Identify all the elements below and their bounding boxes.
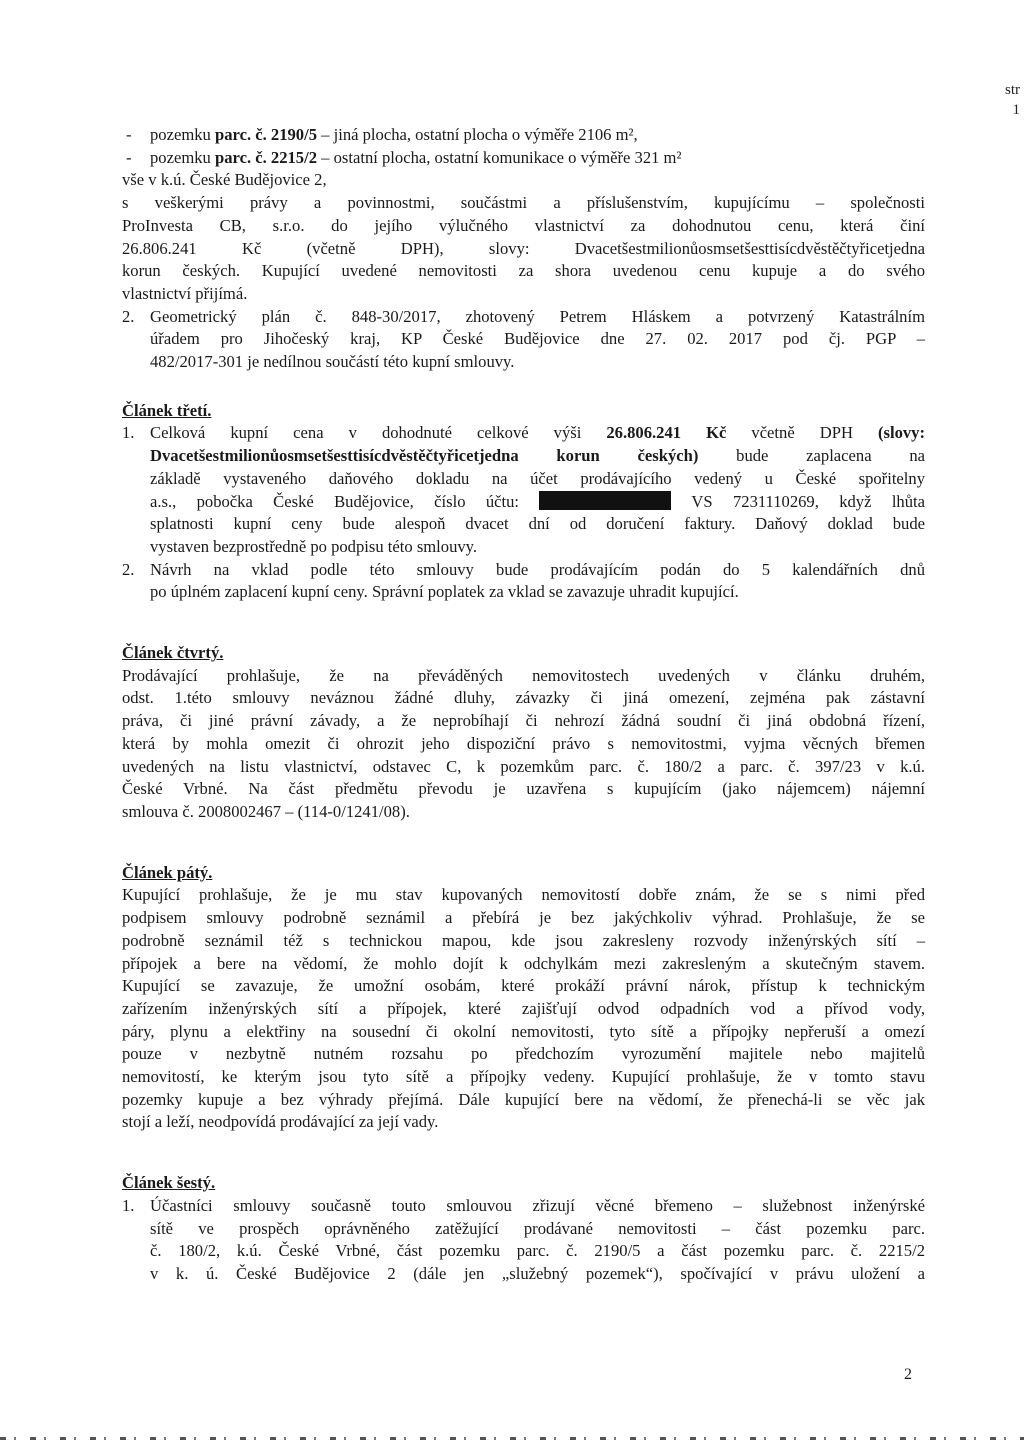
article6-p1-line: č. 180/2, k.ú. České Vrbné, část pozemku parc. č. 2190/5 a část pozemku parc. č. 2215/2: [150, 1241, 925, 1261]
paragraph-number: 1.: [122, 1195, 135, 1215]
article3-p1-line: [122, 422, 925, 445]
corner-mark-a: str: [1005, 82, 1020, 98]
price-in-words: Dvacetšestmilionůosmsetšesttisícdvěstěčtyřicetjedna korun českých): [150, 446, 699, 466]
text-run: Celková kupní cena v dohodnuté celkové výši: [150, 423, 607, 443]
scan-edge-artifact: [0, 1437, 1024, 1440]
article5-line: páry, plynu a elektřiny na sousední či okolní nemovitosti, tyto sítě a přípojky nepřeruší a omezí: [122, 1021, 925, 1041]
article2-p2-line: [122, 306, 925, 329]
article5-line: pozemky kupuje a bez výhrady přejímá. Dále kupující bere na vědomí, že přenechá-li se věc jak: [122, 1089, 925, 1109]
article6-p1-line: v k. ú. České Budějovice 2 (dále jen „služebný pozemek“), spočívající v právu uložení a: [150, 1263, 925, 1283]
article6-heading: Článek šestý.: [122, 1173, 216, 1193]
article5-line: podpisem smlouvy podrobně seznámil a přebírá je bez jakýchkoliv výhrad. Prohlašuje, že se: [122, 908, 925, 928]
article2-p1-line: 26.806.241 Kč (včetně DPH), slovy: Dvacetšestmilionůosmsetšesttisícdvěstěčtyřicetjedna: [122, 238, 925, 258]
article4-line: odst. 1.této smlouvy neváznou žádné dluhy, závazky či jiná omezení, zejména pak zástavní: [122, 688, 925, 708]
parcel-item-1: [122, 124, 925, 147]
article4-line: České Vrbné. Na část předmětu převodu je uzavřena s kupujícím (jako nájemcem) nájemní: [122, 779, 925, 799]
paragraph-number: 2.: [122, 559, 135, 579]
article5-line: Kupující se zavazuje, že umožní osobám, které prokáží právní nárok, přístup k technickým: [122, 976, 925, 996]
parcel-description: – jiná plocha, ostatní plocha o výměře 2106 m²,: [321, 125, 638, 144]
article2-p1-line: vše v k.ú. České Budějovice 2,: [122, 170, 327, 190]
article3-p1-line: základě vystaveného daňového dokladu na účet prodávajícího vedený u České spořitelny: [150, 468, 925, 488]
text-run: bude zaplacena na: [698, 446, 925, 466]
article4-line: smlouva č. 2008002467 – (114-0/1241/08).: [122, 801, 410, 821]
contract-body: [122, 124, 925, 1286]
parcel-prefix: pozemku: [150, 125, 211, 144]
text-run: (slovy:: [877, 423, 925, 443]
article4-line: Prodávající prohlašuje, že na převáděných nemovitostech uvedených v článku druhém,: [122, 665, 925, 685]
article3-p2-text: Návrh na vklad podle této smlouvy bude prodávajícím podán do 5 kalendářních dnů: [150, 559, 925, 579]
corner-handwritten-mark: [1005, 80, 1020, 120]
bullet-dash: -: [126, 147, 132, 167]
article5-line: nemovitostí, ke kterým jsou tyto sítě a přípojky vedeny. Kupující prohlašuje, že v tomto stavu: [122, 1067, 925, 1087]
article2-p1-line: korun českých. Kupující uvedené nemovitosti za shora uvedenou cenu kupuje a do svého: [122, 261, 925, 281]
article2-p2-text: Geometrický plán č. 848-30/2017, zhotovený Petrem Hláskem a potvrzený Katastrálním: [150, 306, 925, 326]
article5-line: přípojek a bere na vědomí, že mohlo dojít k odchylkám mezi zakresleným a skutečným stavem.: [122, 953, 925, 973]
article3-p1-line: [122, 445, 925, 468]
article3-p1-line: splatnosti kupní ceny bude alespoň dvacet dní od doručení faktury. Daňový doklad bude: [150, 514, 925, 534]
article2-p2-line: úřadem pro Jihočeský kraj, KP České Budějovice dne 27. 02. 2017 pod čj. PGP –: [150, 329, 925, 349]
redacted-account-number: [539, 491, 671, 510]
article2-p2-line: 482/2017-301 je nedílnou součástí této kupní smlouvy.: [150, 352, 515, 372]
article5-line: zařízením inženýrských sítí a přípojek, které zajišťují odvod odpadních vod a přívod vody,: [122, 998, 925, 1018]
article4-line: práva, či jiné právní závady, a že neprobíhají či nehrozí žádná soudní či jiná obdobná řízení,: [122, 711, 925, 731]
article6-p1-line: sítě ve prospěch oprávněného zatěžující prodávané nemovitosti – část pozemku parc.: [150, 1218, 925, 1238]
article3-p1-line: [122, 491, 925, 514]
parcel-number: parc. č. 2215/2: [214, 147, 317, 167]
article4-line: která by mohla omezit či ohrozit jeho dispoziční právo s nemovitostmi, vyjma věcných břemen: [122, 733, 925, 753]
parcel-description: – ostatní plocha, ostatní komunikace o výměře 321 m²: [321, 147, 682, 167]
article3-p2-line: [122, 559, 925, 582]
article4-line: uvedených na listu vlastnictví, odstavec C, k pozemkům parc. č. 180/2 a parc. č. 397/23 v k.ú.: [122, 756, 925, 776]
article3-p1-text: [150, 422, 925, 445]
paragraph-number: 1.: [122, 423, 135, 443]
article2-p1-line: ProInvesta CB, s.r.o. do jejího výlučného vlastnictví za dohodnutou cenu, která činí: [122, 215, 925, 235]
page-number: 2: [904, 1366, 912, 1383]
article6-p1-line: [122, 1195, 925, 1218]
article5-line: pouze v nezbytně nutném rozsahu po předchozím vyrozumění majitele nebo majitelů: [122, 1044, 925, 1064]
article5-heading: Článek pátý.: [122, 862, 213, 882]
article6-p1-text: Účastníci smlouvy současně touto smlouvou zřizují věcné břemeno – služebnost inženýrské: [150, 1195, 925, 1215]
bullet-dash: -: [126, 125, 132, 144]
parcel-prefix: pozemku: [150, 147, 211, 167]
article5-line: podrobně seznámil též s technickou mapou, kde jsou zakresleny rozvody inženýrských sítí –: [122, 930, 925, 950]
text-run: VS 7231110269, když lhůta: [671, 491, 926, 511]
article3-p2-line: po úplném zaplacení kupní ceny. Správní poplatek za vklad se zavazuje uhradit kupující.: [150, 582, 739, 602]
text-run: včetně DPH: [726, 423, 878, 443]
text-run: a.s., pobočka České Budějovice, číslo účtu:: [150, 491, 540, 511]
article2-p1-line: s veškerými právy a povinnostmi, součástmi a příslušenstvím, kupujícímu – společnosti: [122, 193, 925, 213]
article3-heading: Článek třetí.: [122, 400, 212, 420]
parcel-item-2: [122, 147, 925, 170]
parcel-number: parc. č. 2190/5: [214, 125, 317, 144]
article2-p1-line: vlastnictví přijímá.: [122, 283, 248, 303]
article4-heading: Článek čtvrtý.: [122, 643, 224, 663]
article3-p1-line: vystaven bezprostředně po podpisu této smlouvy.: [150, 536, 478, 556]
article5-line: Kupující prohlašuje, že je mu stav kupovaných nemovitostí dobře znám, že se s nimi před: [122, 885, 925, 905]
article5-line: stojí a leží, neodpovídá prodávající za její vady.: [122, 1112, 439, 1132]
price-amount: 26.806.241 Kč: [606, 423, 727, 443]
corner-mark-b: 1: [1012, 102, 1020, 118]
paragraph-number: 2.: [122, 306, 135, 326]
